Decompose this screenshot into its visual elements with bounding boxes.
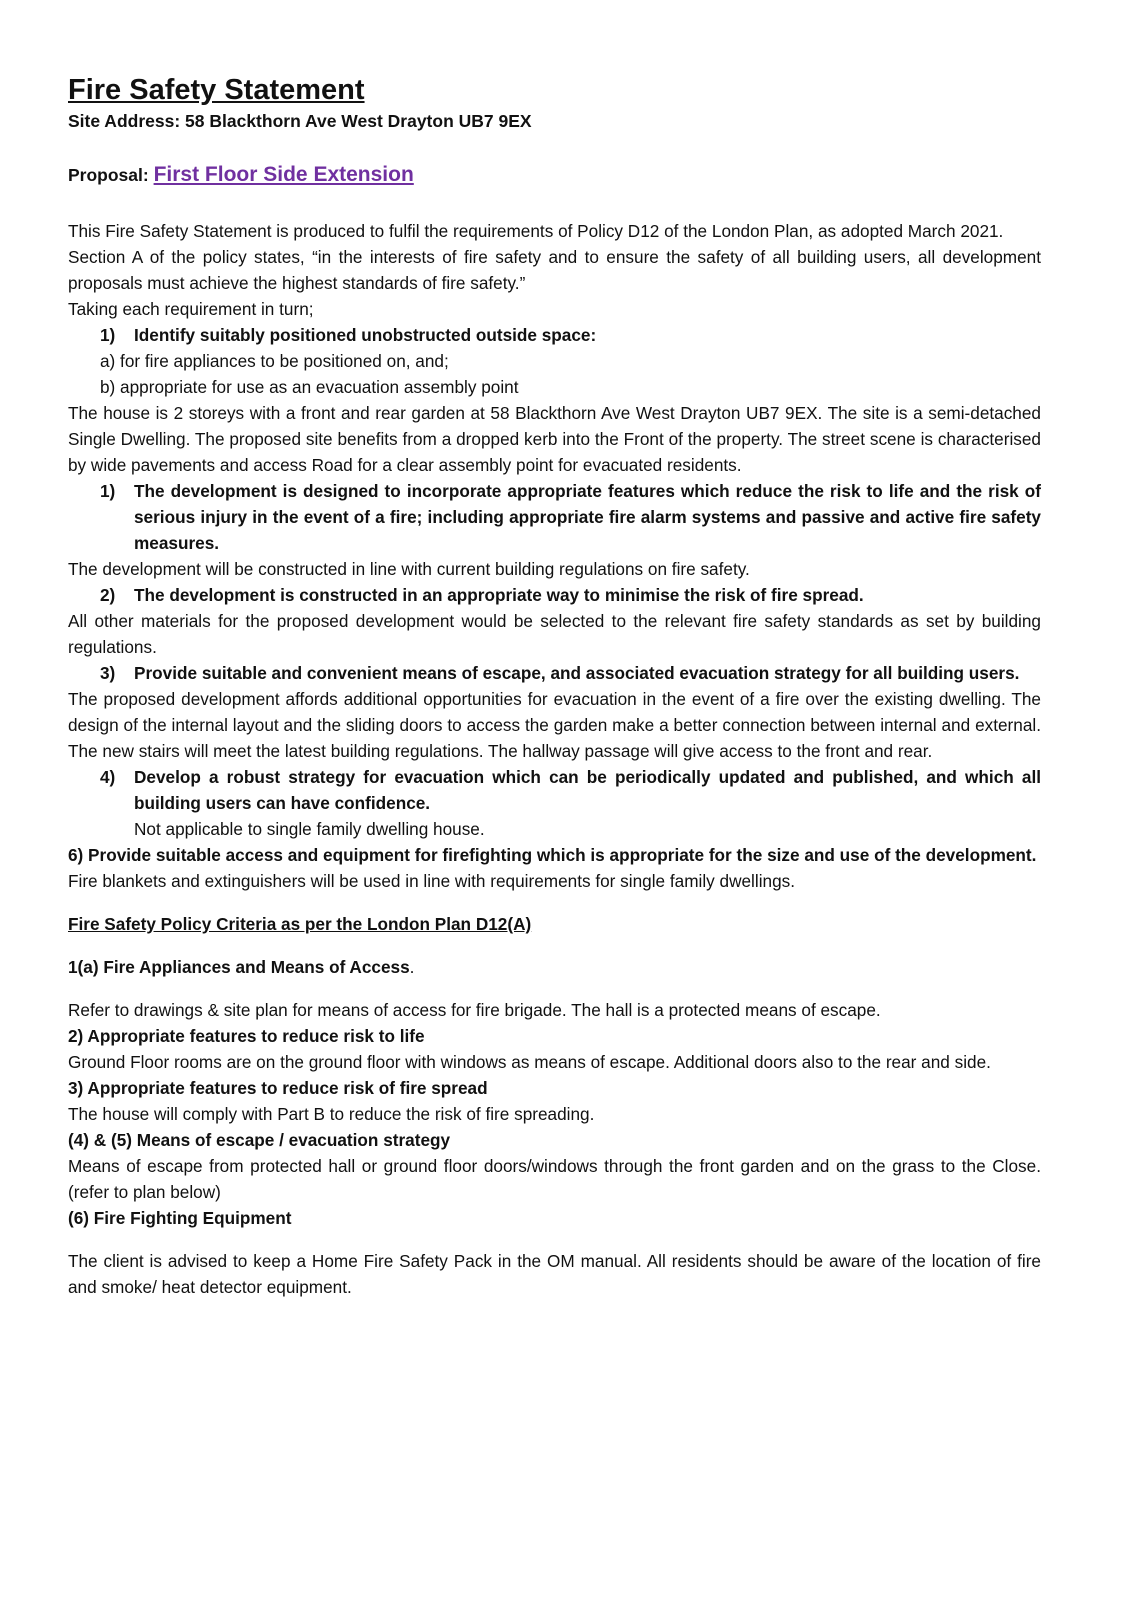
requirement-2 [68, 478, 1041, 556]
requirement-text: The development is constructed in an appropriate way to minimise the risk of fire spread. [134, 585, 864, 605]
requirement-1a: a) for fire appliances to be positioned on, and; [100, 351, 449, 371]
requirement-text: Identify suitably positioned unobstructed outside space: [134, 325, 597, 345]
requirement-1 [68, 322, 1041, 348]
criteria-3-text: The house will comply with Part B to reduce the risk of fire spreading. [68, 1104, 595, 1124]
list-number: 2) [100, 585, 116, 605]
requirement-3 [68, 582, 1041, 608]
proposal [68, 162, 1041, 188]
paragraph: Fire blankets and extinguishers will be used in line with requirements for single family dwellings. [68, 871, 795, 891]
requirement-4 [68, 660, 1041, 686]
criteria-2-heading: 2) Appropriate features to reduce risk to life [68, 1026, 425, 1046]
requirement-text: Provide suitable and convenient means of escape, and associated evacuation strategy for all building users. [134, 663, 1020, 683]
page-title: Fire Safety Statement [68, 74, 365, 106]
criteria-2-text: Ground Floor rooms are on the ground floor with windows as means of escape. Additional doors also to the rear and side. [68, 1052, 991, 1072]
requirement-5 [68, 764, 1041, 816]
heading-dot: . [409, 957, 415, 977]
document-page [68, 72, 1041, 1300]
requirement-1b: b) appropriate for use as an evacuation assembly point [100, 377, 519, 397]
paragraph: The development will be constructed in line with current building regulations on fire safety. [68, 559, 750, 579]
criteria-3-heading: 3) Appropriate features to reduce risk of fire spread [68, 1078, 488, 1098]
intro-lead: Taking each requirement in turn; [68, 299, 314, 319]
list-number: 3) [100, 663, 116, 683]
criteria-1-text: Refer to drawings & site plan for means of access for fire brigade. The hall is a protected means of escape. [68, 1000, 881, 1020]
policy-quote: Section A of the policy states, “in the interests of fire safety and to ensure the safety of all building users, all development proposals must achieve the highest standards of fire safety.” [68, 247, 1041, 293]
requirement-6: 6) Provide suitable access and equipment for firefighting which is appropriate for the size and use of the development. [68, 845, 1037, 865]
paragraph: The house is 2 storeys with a front and rear garden at 58 Blackthorn Ave West Drayton UB7 9EX. The site is a semi-detached Single Dwelling. The proposed site benefits from a dropped kerb into the Front of the property. The street scene is characterised by wide pavements and access Road for a clear assembly point for evacuated residents. [68, 403, 1041, 475]
proposal-link[interactable]: First Floor Side Extension [153, 163, 414, 186]
list-number: 4) [100, 767, 116, 787]
criteria-1-heading [68, 954, 1041, 980]
site-address: Site Address: 58 Blackthorn Ave West Drayton UB7 9EX [68, 111, 532, 131]
list-number: 1) [100, 325, 116, 345]
criteria-4-heading: (4) & (5) Means of escape / evacuation strategy [68, 1130, 451, 1150]
intro-paragraph: This Fire Safety Statement is produced to fulfil the requirements of Policy D12 of the London Plan, as adopted March 2021. [68, 221, 1004, 241]
requirement-5-note: Not applicable to single family dwelling house. [134, 819, 485, 839]
criteria-6-text: The client is advised to keep a Home Fire Safety Pack in the OM manual. All residents should be aware of the location of fire and smoke/ heat detector equipment. [68, 1251, 1041, 1297]
paragraph: All other materials for the proposed development would be selected to the relevant fire safety standards as set by building regulations. [68, 611, 1041, 657]
proposal-label: Proposal: [68, 165, 149, 185]
heading-text: 1(a) Fire Appliances and Means of Access [68, 957, 410, 977]
requirement-text: The development is designed to incorporate appropriate features which reduce the risk to life and the risk of serious injury in the event of a fire; including appropriate fire alarm systems and passive and active fire safety measures. [134, 481, 1041, 553]
criteria-6-heading: (6) Fire Fighting Equipment [68, 1208, 292, 1228]
criteria-heading: Fire Safety Policy Criteria as per the London Plan D12(A) [68, 914, 532, 934]
paragraph: The proposed development affords additional opportunities for evacuation in the event of a fire over the existing dwelling. The design of the internal layout and the sliding doors to access the garden make a better connection between internal and external. The new stairs will meet the latest building regulations. The hallway passage will give access to the front and rear. [68, 689, 1041, 761]
criteria-4-text: Means of escape from protected hall or ground floor doors/windows through the front garden and on the grass to the Close. (refer to plan below) [68, 1156, 1041, 1202]
requirement-text: Develop a robust strategy for evacuation which can be periodically updated and published, and which all building users can have confidence. [134, 767, 1041, 813]
list-number: 1) [100, 481, 116, 501]
